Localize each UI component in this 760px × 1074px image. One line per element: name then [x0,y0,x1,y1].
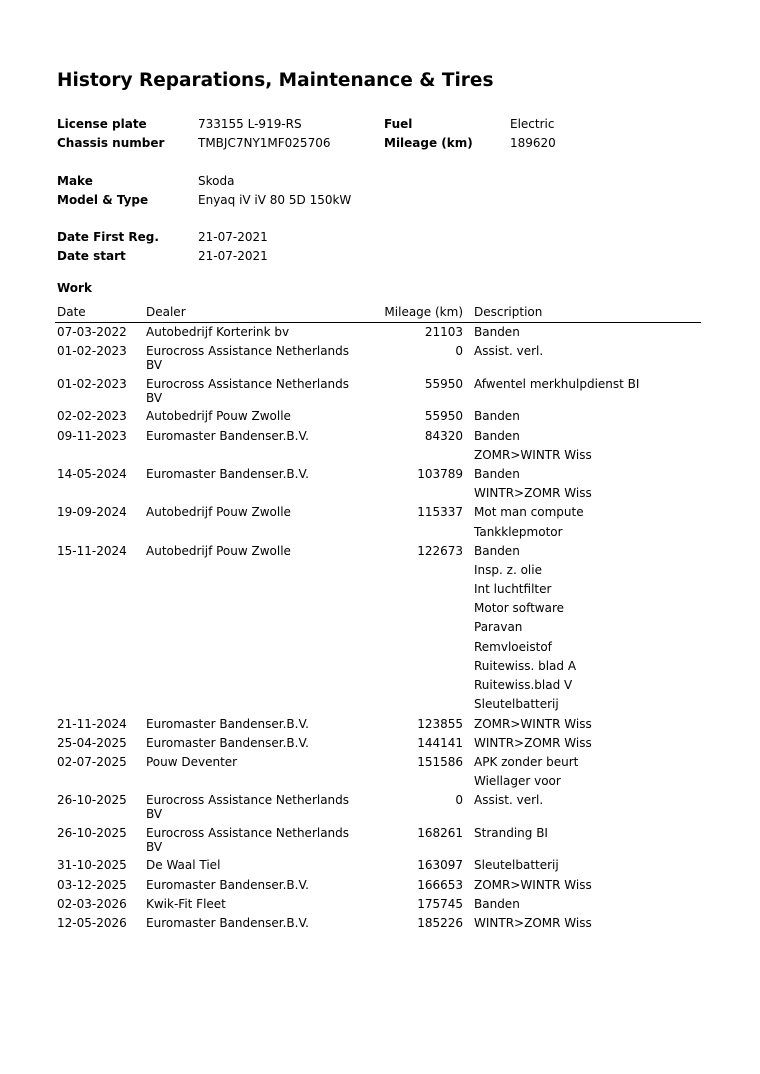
description-line: Paravan [474,620,523,635]
description-line: Wiellager voor [474,774,561,789]
header-dealer: Dealer [146,305,186,319]
row-mileage: 0 [455,793,463,808]
row-mileage: 122673 [417,543,463,558]
row-mileage: 151586 [417,754,463,769]
table-row [55,714,701,733]
row-dealer: Pouw Deventer [146,754,238,769]
row-dealer: Eurocross Assistance Netherlands BV [146,376,350,405]
model-value: Enyaq iV iV 80 5D 150kW [198,193,352,207]
row-date: 01-02-2023 [57,376,127,391]
description-line: ZOMR>WINTR Wiss [474,716,592,731]
row-mileage: 115337 [417,505,463,520]
description-line: Mot man compute [474,505,584,520]
description-line: Banden [474,325,520,339]
row-mileage: 166653 [417,877,463,892]
description-line: APK zonder beurt [474,754,579,769]
row-dealer: Eurocross Assistance Netherlands BV [146,344,350,373]
row-dealer: Euromaster Bandenser.B.V. [146,428,309,443]
description-line: Banden [474,896,520,911]
row-date: 25-04-2025 [57,735,127,750]
description-line: Ruitewiss. blad A [474,658,577,673]
description-line: Int luchtfilter [474,582,552,597]
table-row [55,752,701,790]
row-date: 14-05-2024 [57,466,127,481]
row-date: 03-12-2025 [57,877,127,892]
description-line: Assist. verl. [474,793,544,808]
row-mileage: 21103 [424,325,463,339]
row-description [474,377,639,396]
table-row [55,322,701,341]
table-row [55,894,701,913]
model-label: Model & Type [57,193,149,207]
first-reg-label: Date First Reg. [57,230,159,244]
row-mileage: 55950 [424,376,463,391]
row-date: 02-02-2023 [57,409,127,424]
row-description [474,429,592,467]
row-date: 26-10-2025 [57,825,127,840]
description-line: ZOMR>WINTR Wiss [474,877,592,892]
mileage-value: 189620 [510,136,556,150]
row-mileage: 185226 [417,916,463,931]
header-description: Description [474,305,543,319]
row-mileage: 103789 [417,466,463,481]
row-date: 12-05-2026 [57,916,127,931]
table-row [55,855,701,874]
row-date: 19-09-2024 [57,505,127,520]
description-line: Banden [474,428,520,443]
page-title: History Reparations, Maintenance & Tires [57,70,494,91]
make-label: Make [57,174,93,188]
description-line: Insp. z. olie [474,562,542,577]
table-row [55,733,701,752]
row-mileage: 175745 [417,896,463,911]
row-dealer: Euromaster Bandenser.B.V. [146,466,309,481]
row-dealer: Autobedrijf Pouw Zwolle [146,505,291,520]
row-dealer: Euromaster Bandenser.B.V. [146,916,309,931]
row-description [474,505,584,543]
make-value: Skoda [198,174,235,188]
table-row [55,541,701,714]
description-line: Afwentel merkhulpdienst BI [474,376,640,391]
row-date: 31-10-2025 [57,858,127,873]
first-reg-value: 21-07-2021 [198,230,268,244]
description-line: Motor software [474,601,565,616]
header-mileage: Mileage (km) [384,305,463,319]
description-line: ZOMR>WINTR Wiss [474,447,592,462]
description-line: WINTR>ZOMR Wiss [474,735,592,750]
row-description [474,755,578,793]
row-dealer: Euromaster Bandenser.B.V. [146,716,309,731]
row-dealer: De Waal Tiel [146,858,221,873]
row-date: 07-03-2022 [57,325,127,339]
table-row [55,913,701,932]
description-line: WINTR>ZOMR Wiss [474,916,592,931]
description-line: Sleutelbatterij [474,697,559,712]
description-line: Tankklepmotor [474,524,563,539]
row-date: 26-10-2025 [57,793,127,808]
row-dealer: Kwik-Fit Fleet [146,896,226,911]
table-row [55,426,701,464]
table-row [55,341,701,374]
row-dealer: Eurocross Assistance Netherlands BV [146,793,350,822]
description-line: Assist. verl. [474,344,544,359]
chassis-label: Chassis number [57,136,165,150]
description-line: Banden [474,409,520,424]
chassis-value: TMBJC7NY1MF025706 [198,136,331,150]
date-start-label: Date start [57,249,126,263]
header-date: Date [57,305,86,319]
row-description [474,467,592,505]
table-row [55,823,701,856]
row-mileage: 123855 [417,716,463,731]
row-dealer: Autobedrijf Korterink bv [146,325,290,339]
row-date: 01-02-2023 [57,344,127,359]
row-date: 09-11-2023 [57,428,127,443]
row-mileage: 163097 [417,858,463,873]
table-row [55,502,701,540]
row-date: 02-03-2026 [57,896,127,911]
description-line: Banden [474,466,520,481]
table-row [55,790,701,823]
work-table-header [55,303,701,323]
row-dealer: Euromaster Bandenser.B.V. [146,877,309,892]
work-table-body [55,322,701,932]
row-date: 21-11-2024 [57,716,127,731]
row-mileage: 0 [455,344,463,359]
fuel-label: Fuel [384,117,413,131]
description-line: Remvloeistof [474,639,552,654]
row-dealer: Autobedrijf Pouw Zwolle [146,409,291,424]
table-row [55,464,701,502]
row-dealer: Autobedrijf Pouw Zwolle [146,543,291,558]
license-plate-value: 733155 L-919-RS [198,117,302,131]
row-mileage: 168261 [417,825,463,840]
table-row [55,406,701,425]
row-dealer: Euromaster Bandenser.B.V. [146,735,309,750]
row-description [474,793,543,812]
row-mileage: 55950 [424,409,463,424]
date-start-value: 21-07-2021 [198,249,268,263]
description-line: Sleutelbatterij [474,858,559,873]
row-mileage: 144141 [417,735,463,750]
row-dealer: Eurocross Assistance Netherlands BV [146,825,350,854]
work-section-title: Work [57,281,92,295]
description-line: Stranding BI [474,825,548,840]
description-line: WINTR>ZOMR Wiss [474,486,592,501]
table-row [55,374,701,407]
table-row [55,875,701,894]
row-description [474,916,592,935]
description-line: Banden [474,543,520,558]
license-plate-label: License plate [57,117,147,131]
row-date: 02-07-2025 [57,754,127,769]
row-mileage: 84320 [424,428,463,443]
row-description [474,544,576,717]
mileage-label: Mileage (km) [384,136,473,150]
row-description [474,826,548,845]
description-line: Ruitewiss.blad V [474,678,573,693]
row-date: 15-11-2024 [57,543,127,558]
fuel-value: Electric [510,117,555,131]
row-description [474,344,543,363]
